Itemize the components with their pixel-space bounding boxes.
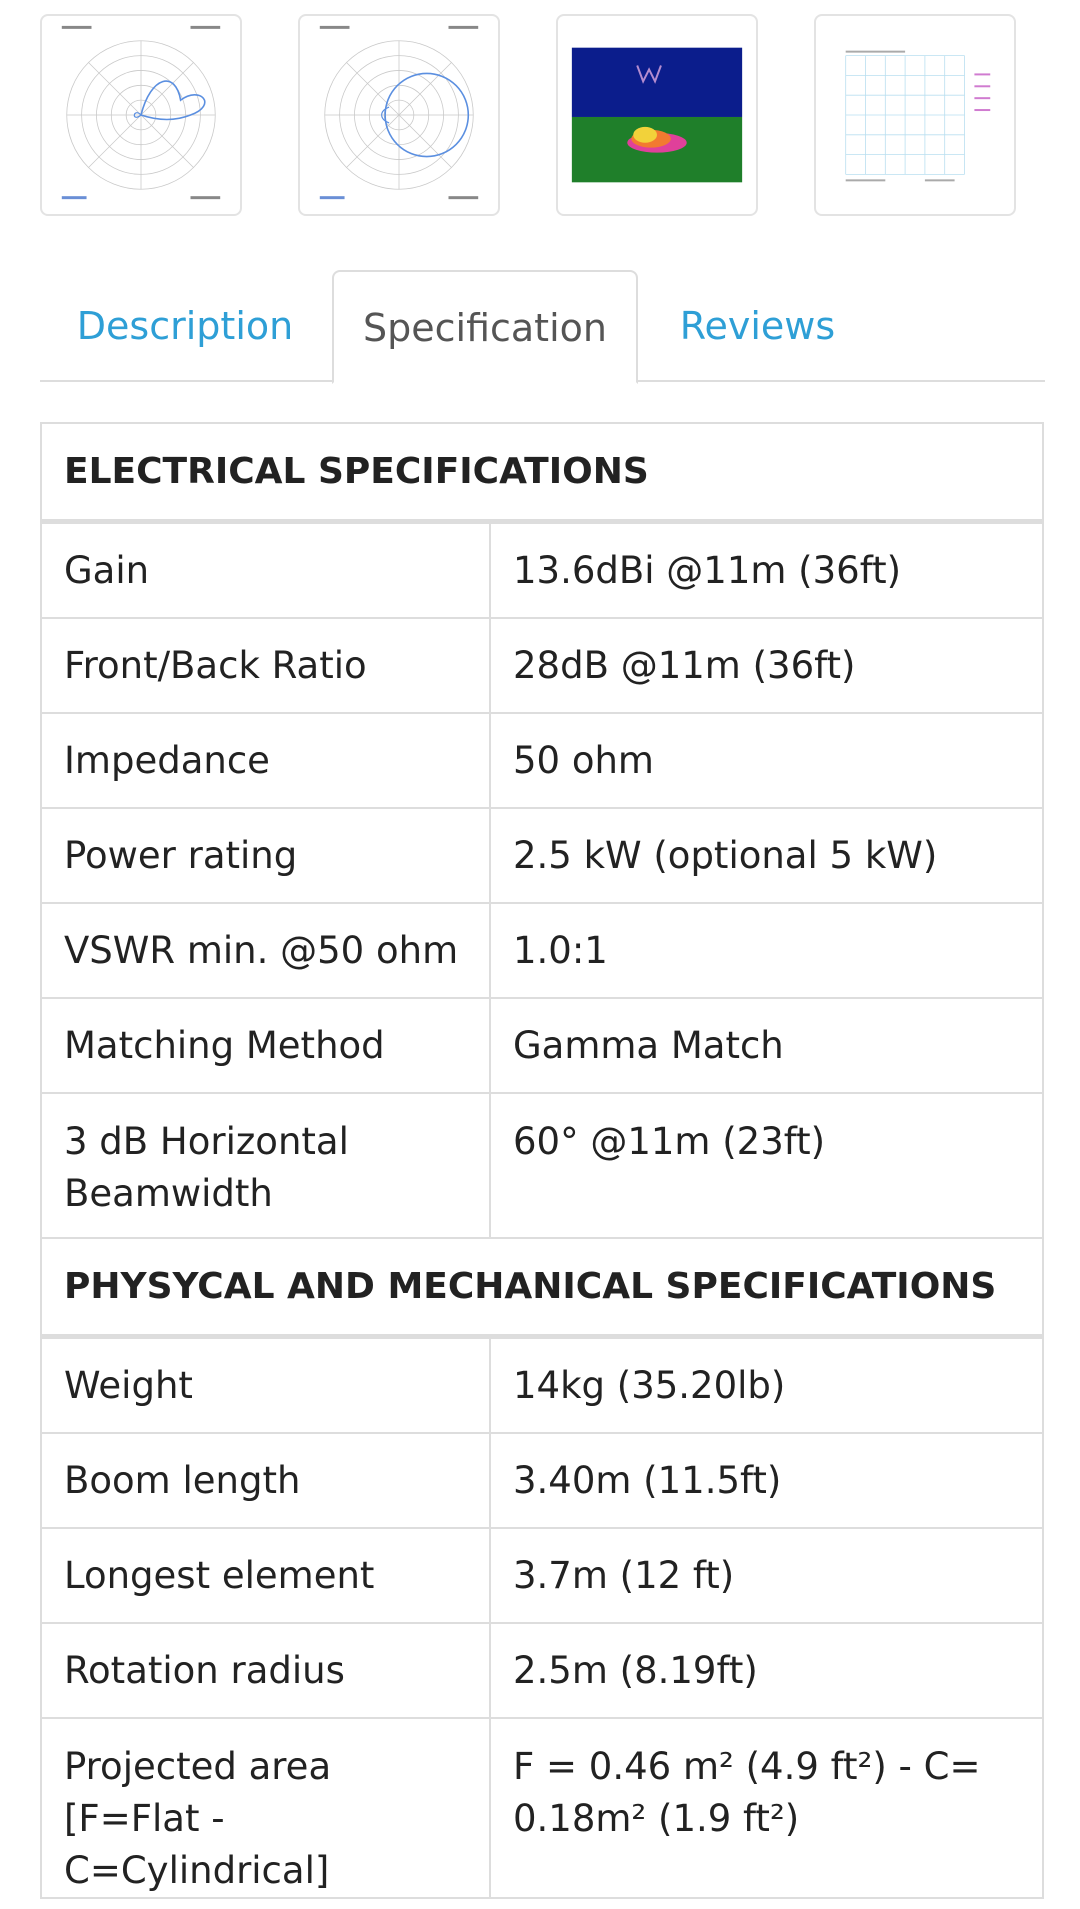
tab-reviews[interactable]: Reviews xyxy=(679,304,836,348)
spec-value: 50 ohm xyxy=(490,713,1043,808)
table-row xyxy=(41,808,1043,903)
spec-label: Impedance xyxy=(41,713,490,808)
table-row xyxy=(41,903,1043,998)
thumbnail-polar-elevation[interactable] xyxy=(298,14,500,216)
spec-label: Longest element xyxy=(41,1528,490,1623)
table-row xyxy=(41,1433,1043,1528)
spec-value: 28dB @11m (36ft) xyxy=(490,618,1043,713)
table-row xyxy=(41,522,1043,619)
thumbnail-gallery xyxy=(40,14,1040,219)
table-row xyxy=(41,1718,1043,1898)
spec-label: 3 dB Horizontal Beamwidth xyxy=(41,1093,490,1238)
polar-pattern-icon xyxy=(42,16,240,214)
radiation-3d-icon xyxy=(558,16,756,214)
spec-value: Gamma Match xyxy=(490,998,1043,1093)
thumbnail-3d-pattern[interactable] xyxy=(556,14,758,216)
spec-label: Front/Back Ratio xyxy=(41,618,490,713)
spec-value: 3.7m (12 ft) xyxy=(490,1528,1043,1623)
spec-value: 14kg (35.20lb) xyxy=(490,1337,1043,1434)
thumbnail-polar-azimuth[interactable] xyxy=(40,14,242,216)
table-row xyxy=(41,1093,1043,1238)
spec-value: F = 0.46 m² (4.9 ft²) - C= 0.18m² (1.9 ft²) xyxy=(490,1718,1043,1898)
spec-label: Weight xyxy=(41,1337,490,1434)
thumbnail-swr-chart[interactable] xyxy=(814,14,1016,216)
spec-value: 2.5m (8.19ft) xyxy=(490,1623,1043,1718)
spec-label: Matching Method xyxy=(41,998,490,1093)
table-row xyxy=(41,998,1043,1093)
swr-chart-icon xyxy=(816,16,1014,214)
spec-label: Boom length xyxy=(41,1433,490,1528)
table-row xyxy=(41,618,1043,713)
table-row xyxy=(41,713,1043,808)
spec-label: VSWR min. @50 ohm xyxy=(41,903,490,998)
table-row xyxy=(41,1337,1043,1434)
tab-bar xyxy=(40,270,1045,382)
section-title-electrical: ELECTRICAL SPECIFICATIONS xyxy=(41,423,1043,522)
polar-pattern-icon xyxy=(300,16,498,214)
specification-table xyxy=(40,422,1044,1899)
spec-label: Rotation radius xyxy=(41,1623,490,1718)
section-header xyxy=(41,423,1043,522)
spec-label: Gain xyxy=(41,522,490,619)
spec-value: 1.0:1 xyxy=(490,903,1043,998)
section-header xyxy=(41,1238,1043,1337)
section-title-mechanical: PHYSYCAL AND MECHANICAL SPECIFICATIONS xyxy=(41,1238,1043,1337)
spec-value: 3.40m (11.5ft) xyxy=(490,1433,1043,1528)
spec-value: 2.5 kW (optional 5 kW) xyxy=(490,808,1043,903)
table-row xyxy=(41,1528,1043,1623)
spec-label: Projected area [F=Flat - C=Cylindrical] xyxy=(41,1718,490,1898)
spec-value: 60° @11m (23ft) xyxy=(490,1093,1043,1238)
tab-description[interactable]: Description xyxy=(76,304,294,348)
spec-label: Power rating xyxy=(41,808,490,903)
spec-value: 13.6dBi @11m (36ft) xyxy=(490,522,1043,619)
tab-specification[interactable]: Specification xyxy=(332,270,638,384)
table-row xyxy=(41,1623,1043,1718)
